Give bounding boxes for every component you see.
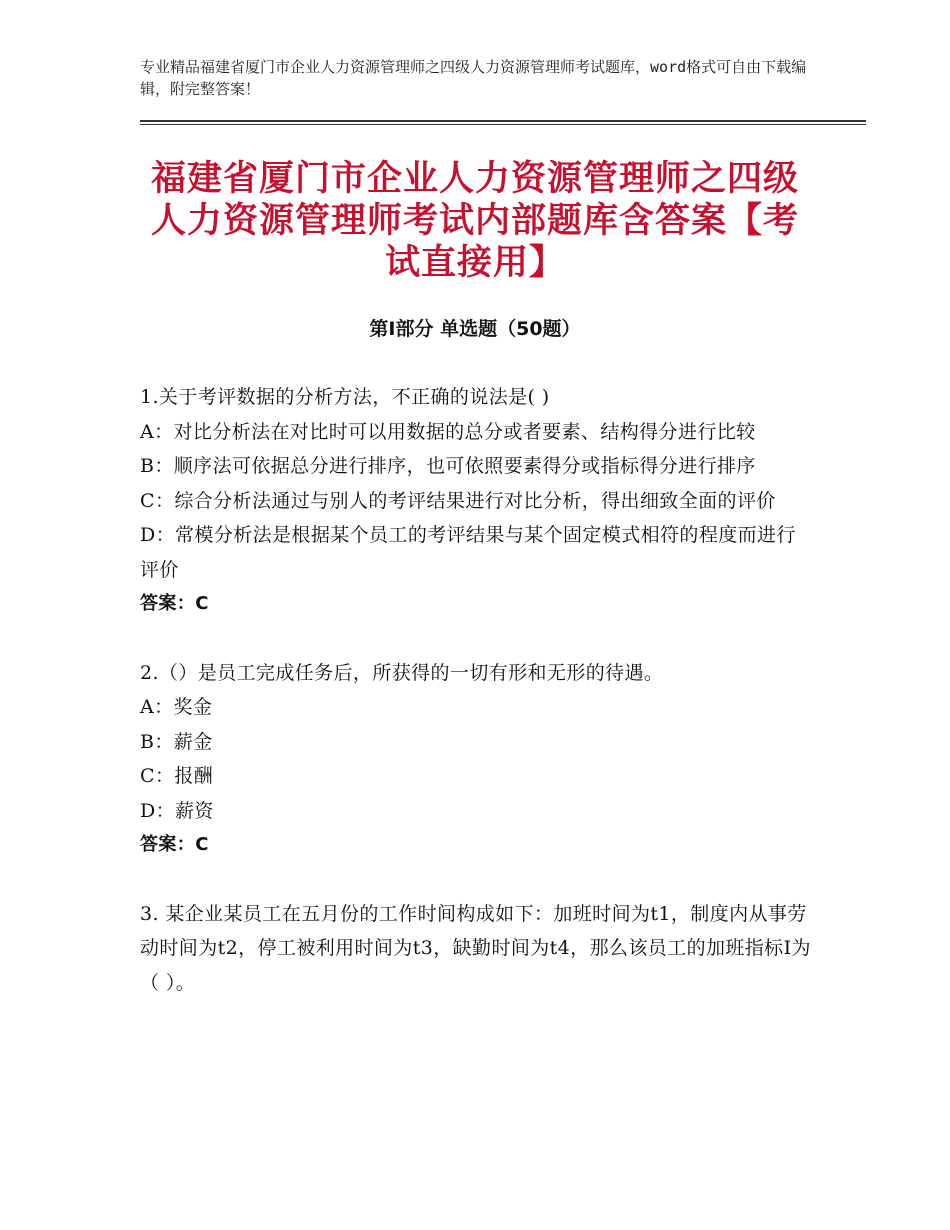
section-title: 第Ⅰ部分 单选题（50题） [369, 318, 581, 340]
option-c: C：报酬 [140, 765, 214, 787]
option-d: D：常模分析法是根据某个员工的考评结果与某个固定模式相符的程度而进行评价 [140, 524, 796, 581]
option-a: A：对比分析法在对比时可以用数据的总分或者要素、结构得分进行比较 [140, 420, 756, 443]
answer: 答案：C [140, 593, 209, 614]
header-rule-thin [140, 124, 866, 125]
option-b: B：顺序法可依据总分进行排序，也可依照要素得分或指标得分进行排序 [140, 455, 756, 477]
option-c: C：综合分析法通过与别人的考评结果进行对比分析，得出细致全面的评价 [140, 489, 776, 512]
document-title: 福建省厦门市企业人力资源管理师之四级人力资源管理师考试内部题库含答案【考试直接用】 [150, 159, 799, 283]
option-d: D：薪资 [140, 799, 214, 822]
option-a: A：奖金 [140, 696, 213, 718]
option-b: B：薪金 [140, 730, 213, 753]
answer: 答案：C [140, 834, 209, 855]
question-3 [140, 897, 812, 1001]
question-stem: 1.关于考评数据的分析方法，不正确的说法是( ) [140, 386, 550, 408]
header-note: 专业精品福建省厦门市企业人力资源管理师之四级人力资源管理师考试题库，word格式可自由下载编辑，附完整答案！ [140, 58, 807, 98]
question-stem: 3. 某企业某员工在五月份的工作时间构成如下：加班时间为t1，制度内从事劳动时间为t2，停工被利用时间为t3，缺勤时间为t4，那么该员工的加班指标Ⅰ为（ ）。 [140, 902, 811, 994]
question-stem: 2.（）是员工完成任务后，所获得的一切有形和无形的待遇。 [140, 661, 664, 684]
question-2 [140, 656, 812, 863]
header-rule-thick [140, 120, 866, 122]
question-1 [140, 380, 812, 622]
question-list [140, 380, 812, 1034]
